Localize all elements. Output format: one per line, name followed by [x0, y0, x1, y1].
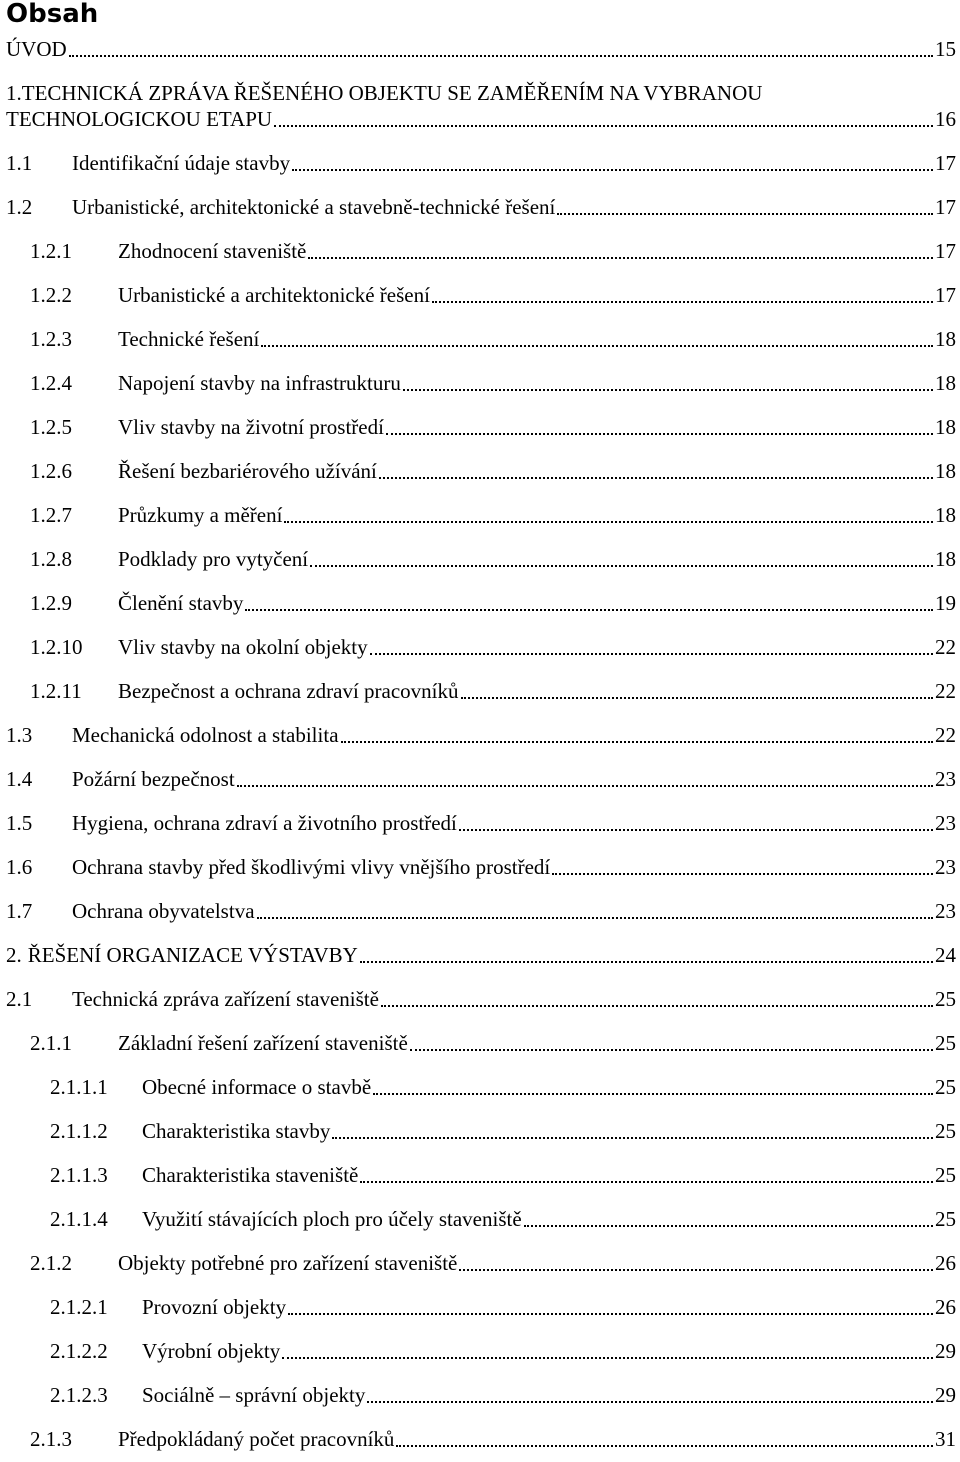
- toc-page-number: 23: [935, 855, 956, 879]
- toc-entry[interactable]: [30, 368, 956, 398]
- toc-dot-leader: [367, 1400, 933, 1403]
- toc-entry[interactable]: [30, 456, 956, 486]
- toc-entry[interactable]: [30, 412, 956, 442]
- toc-number: 2.1.2.1: [50, 1295, 108, 1319]
- toc-dot-leader: [69, 54, 933, 57]
- toc-title: Požární bezpečnost: [72, 767, 235, 791]
- toc-number: 1.7: [6, 899, 33, 923]
- toc-entry[interactable]: [50, 1116, 956, 1146]
- toc-number: 1.6: [6, 855, 33, 879]
- toc-entry[interactable]: [30, 676, 956, 706]
- toc-number: 1.: [6, 81, 22, 105]
- toc-title: Bezpečnost a ochrana zdraví pracovníků: [118, 679, 459, 703]
- toc-dot-leader: [396, 1444, 933, 1447]
- toc-page-number: 18: [935, 371, 956, 395]
- toc-title-continued: TECHNOLOGICKOU ETAPU: [6, 107, 273, 131]
- toc-title: Podklady pro vytyčení: [118, 547, 309, 571]
- toc-title: Vliv stavby na okolní objekty: [118, 635, 368, 659]
- toc-number: 2.1.3: [30, 1427, 72, 1451]
- toc-dot-leader: [432, 300, 933, 303]
- toc-title: Identifikační údaje stavby: [72, 151, 291, 175]
- toc-page-number: 25: [935, 1075, 956, 1099]
- toc-entry[interactable]: [50, 1160, 956, 1190]
- toc-number: 2.1: [6, 987, 33, 1011]
- toc-page-number: 18: [935, 547, 956, 571]
- toc-number: 1.2.7: [30, 503, 72, 527]
- toc-dot-leader: [245, 608, 933, 611]
- toc-number: 1.2.3: [30, 327, 72, 351]
- toc-number: 1.3: [6, 723, 33, 747]
- toc-entry[interactable]: [6, 148, 956, 178]
- toc-dot-leader: [552, 872, 933, 875]
- toc-entry[interactable]: [30, 500, 956, 530]
- toc-page-number: 25: [935, 987, 956, 1011]
- toc-entry[interactable]: [30, 1424, 956, 1454]
- toc-title: Obecné informace o stavbě: [142, 1075, 372, 1099]
- toc-number: ÚVOD: [6, 37, 67, 61]
- toc-dot-leader: [360, 960, 933, 963]
- toc-entry[interactable]: [50, 1380, 956, 1410]
- toc-number: 2.1.2.3: [50, 1383, 108, 1407]
- toc-page-number: 31: [935, 1427, 956, 1451]
- toc-dot-leader: [282, 1356, 933, 1359]
- toc-title: Předpokládaný počet pracovníků: [118, 1427, 395, 1451]
- toc-title: Členění stavby: [118, 591, 244, 615]
- toc-title: Objekty potřebné pro zařízení staveniště: [118, 1251, 458, 1275]
- toc-page-number: 19: [935, 591, 956, 615]
- toc-title: TECHNICKÁ ZPRÁVA ŘEŠENÉHO OBJEKTU SE ZAMĚŘENÍM NA VYBRANOU: [21, 81, 763, 105]
- toc-dot-leader: [461, 696, 933, 699]
- toc-title: Výrobní objekty: [142, 1339, 281, 1363]
- toc-dot-leader: [410, 1048, 933, 1051]
- toc-number: 2.: [6, 943, 22, 967]
- toc-page-number: 22: [935, 635, 956, 659]
- toc-dot-leader: [373, 1092, 933, 1095]
- toc-number: 1.2.6: [30, 459, 72, 483]
- toc-entry[interactable]: [6, 896, 956, 926]
- toc-page-number: 26: [935, 1295, 956, 1319]
- toc-page-number: 25: [935, 1163, 956, 1187]
- toc-number: 1.2.11: [30, 679, 82, 703]
- toc-page-number: 17: [935, 239, 956, 263]
- toc-number: 1.2.10: [30, 635, 83, 659]
- toc-dot-leader: [524, 1224, 933, 1227]
- toc-entry[interactable]: [6, 852, 956, 882]
- toc-number: 2.1.1: [30, 1031, 72, 1055]
- toc-number: 1.2.5: [30, 415, 72, 439]
- toc-title: Řešení bezbariérového užívání: [118, 459, 377, 483]
- toc-entry[interactable]: [6, 720, 956, 750]
- toc-number: 2.1.1.1: [50, 1075, 108, 1099]
- toc-title: Základní řešení zařízení staveniště: [118, 1031, 408, 1055]
- toc-title: Technické řešení: [118, 327, 260, 351]
- toc-page-number: 25: [935, 1119, 956, 1143]
- toc-title: Charakteristika stavby: [142, 1119, 331, 1143]
- toc-entry[interactable]: [30, 324, 956, 354]
- toc-page-number: 22: [935, 679, 956, 703]
- toc-number: 1.2.2: [30, 283, 72, 307]
- toc-entry[interactable]: [30, 544, 956, 574]
- toc-page-number: 29: [935, 1339, 956, 1363]
- toc-page-number: 18: [935, 327, 956, 351]
- toc-dot-leader: [459, 828, 933, 831]
- toc-entry[interactable]: [6, 192, 956, 222]
- toc-number: 2.1.1.4: [50, 1207, 108, 1231]
- toc-title: Využití stávajících ploch pro účely staveniště: [142, 1207, 522, 1231]
- toc-dot-leader: [386, 432, 933, 435]
- toc-number: 2.1.1.3: [50, 1163, 108, 1187]
- toc-page-number: 18: [935, 415, 956, 439]
- toc-page-number: 18: [935, 459, 956, 483]
- toc-title: Zhodnocení staveniště: [118, 239, 307, 263]
- toc-entry[interactable]: [30, 1248, 956, 1278]
- toc-page-number: 29: [935, 1383, 956, 1407]
- toc-page-number: 25: [935, 1031, 956, 1055]
- toc-dot-leader: [257, 916, 933, 919]
- toc-title: Charakteristika staveniště: [142, 1163, 359, 1187]
- toc-dot-leader: [459, 1268, 933, 1271]
- toc-page-number: 24: [935, 943, 956, 967]
- toc-page-number: 23: [935, 811, 956, 835]
- toc-number: 2.1.2: [30, 1251, 72, 1275]
- toc-number: 1.2.8: [30, 547, 72, 571]
- toc-dot-leader: [379, 476, 933, 479]
- toc-title: Technická zpráva zařízení staveniště: [72, 987, 379, 1011]
- toc-page-number: 18: [935, 503, 956, 527]
- toc-entry[interactable]: [30, 1028, 956, 1058]
- toc-title: Urbanistické a architektonické řešení: [118, 283, 430, 307]
- toc-number: 1.2: [6, 195, 33, 219]
- toc-number: 2.1.1.2: [50, 1119, 108, 1143]
- toc-title: Mechanická odolnost a stabilita: [72, 723, 339, 747]
- toc-entry[interactable]: [30, 588, 956, 618]
- toc-entry[interactable]: [30, 236, 956, 266]
- toc-number: 1.5: [6, 811, 33, 835]
- toc-entry[interactable]: [50, 1204, 956, 1234]
- toc-number: 1.4: [6, 767, 33, 791]
- toc-title: ŘEŠENÍ ORGANIZACE VÝSTAVBY: [27, 943, 358, 967]
- toc-dot-leader: [381, 1004, 933, 1007]
- toc-title: Ochrana obyvatelstva: [72, 899, 255, 923]
- toc-title: Hygiena, ochrana zdraví a životního prostředí: [72, 811, 457, 835]
- toc-dot-leader: [284, 520, 933, 523]
- toc-page-number: 26: [935, 1251, 956, 1275]
- toc-page-number: 15: [935, 37, 956, 61]
- toc-page-number: 17: [935, 151, 956, 175]
- toc-heading: Obsah: [6, 0, 99, 29]
- toc-entry[interactable]: [50, 1292, 956, 1322]
- toc-page-number: 17: [935, 283, 956, 307]
- toc-page-number: 17: [935, 195, 956, 219]
- toc-dot-leader: [292, 168, 933, 171]
- toc-entry[interactable]: [6, 984, 956, 1014]
- toc-title: Průzkumy a měření: [118, 503, 283, 527]
- toc-dot-leader: [237, 784, 933, 787]
- toc-title: Sociálně – správní objekty: [142, 1383, 366, 1407]
- toc-number: 1.2.1: [30, 239, 72, 263]
- toc-dot-leader: [557, 212, 933, 215]
- toc-number: 1.2.4: [30, 371, 72, 395]
- toc-entry[interactable]: [30, 280, 956, 310]
- toc-dot-leader: [370, 652, 933, 655]
- toc-page-number: 23: [935, 767, 956, 791]
- toc-number: 2.1.2.2: [50, 1339, 108, 1363]
- toc-page-number: 16: [935, 107, 956, 131]
- toc-entry[interactable]: [6, 34, 956, 64]
- toc-page-number: 23: [935, 899, 956, 923]
- toc-entry[interactable]: [6, 764, 956, 794]
- toc-dot-leader: [308, 256, 933, 259]
- toc-dot-leader: [261, 344, 933, 347]
- toc-dot-leader: [332, 1136, 933, 1139]
- toc-entry[interactable]: [6, 940, 956, 970]
- toc-entry[interactable]: [6, 808, 956, 838]
- toc-page-number: 22: [935, 723, 956, 747]
- toc-title: Provozní objekty: [142, 1295, 287, 1319]
- toc-number: 1.2.9: [30, 591, 72, 615]
- toc-page-number: 25: [935, 1207, 956, 1231]
- toc-dot-leader: [403, 388, 933, 391]
- toc-title: Ochrana stavby před škodlivými vlivy vnějšího prostředí: [72, 855, 551, 879]
- toc-title: Vliv stavby na životní prostředí: [118, 415, 384, 439]
- toc-entry[interactable]: [30, 632, 956, 662]
- toc-dot-leader: [310, 564, 933, 567]
- toc-dot-leader: [341, 740, 933, 743]
- toc-dot-leader: [288, 1312, 933, 1315]
- toc-dot-leader: [360, 1180, 933, 1183]
- toc-dot-leader: [274, 124, 933, 127]
- toc-title: Urbanistické, architektonické a stavebně-technické řešení: [72, 195, 556, 219]
- toc-entry[interactable]: [50, 1336, 956, 1366]
- toc-title: Napojení stavby na infrastrukturu: [118, 371, 401, 395]
- toc-number: 1.1: [6, 151, 33, 175]
- toc-entry[interactable]: [50, 1072, 956, 1102]
- toc-entry[interactable]: [6, 104, 956, 134]
